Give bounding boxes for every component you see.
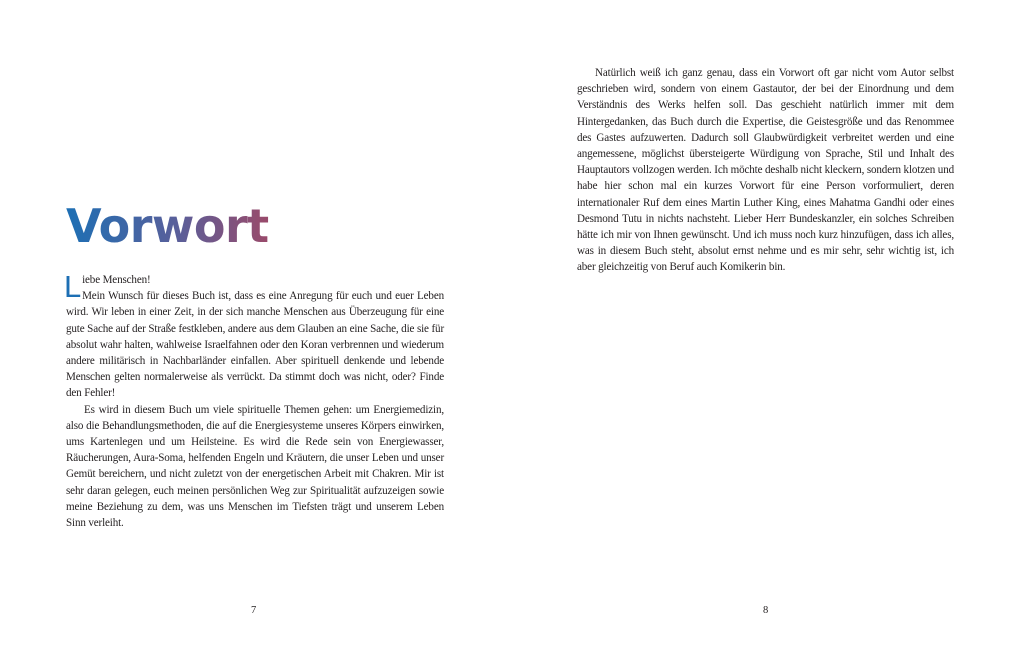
paragraph: Natürlich weiß ich ganz genau, dass ein Vorwort oft gar nicht vom Autor selbst geschrieben wird, sondern von einem Gastautor, der bei der Einordnung und dem Verständnis des Werks helfen soll. Das geschieht natürlich immer mit dem Hintergedanken, das Buch durch die Expertise, die Geistesgröße und das Renommee des Gastes aufzuwerten. Dadurch soll Glaubwürdigkeit verbreitet werden und eine angemessene, möglichst übersteigerte Würdigung von Sprache, Stil und Inhalt des Hauptautors vollzogen werden. Ich möchte deshalb nicht kleckern, sondern klotzen und habe hier schon mal ein kurzes Vorwort für eine Person vorformuliert, deren internationaler Ruf dem eines Martin Luther King, eines Mahatma Gandhi oder eines Desmond Tutu in nichts nachsteht. Lieber Herr Bundeskanzler, ein solches Schreiben hätte ich mir von Ihnen gewünscht. Und ich muss noch kurz hinzufügen, dass ich alles, was in diesem Buch steht, absolut ernst nehme und es mir sehr, sehr wichtig ist, ich aber gleichzeitig von Beruf auch Komikerin bin.: [577, 67, 954, 274]
paragraph: Mein Wunsch für dieses Buch ist, dass es eine Anregung für euch und euer Leben wird. Wir leben in einer Zeit, in der sich manche Menschen aus Überzeugung für eine gute Sache auf der Straße festkleben, andere aus dem Glauben an eine Sache, die sie für absolut wahr halten, wahlweise Israelfahnen oder den Koran verbrennen und wiederum andere militärisch in Nachbarländer einfallen. Aber spirituell denkende und lebende Menschen gelten normalerweise als verrückt. Da stimmt doch was nicht, oder? Finde den Fehler!: [66, 290, 444, 400]
opening-paragraph: [64, 269, 444, 304]
paragraph: Es wird in diesem Buch um viele spirituelle Themen gehen: um Energiemedizin, also die Behandlungsmethoden, die auf die Energiesysteme unseres Körpers einwirken, ums Kartenlegen und um Heilsteine. Es wird die Rede sein von Energiewasser, Räucherungen, Aura-Soma, helfenden Engeln und Kräutern, die unser Leben und unser Gemüt bereichern, und nicht zuletzt von der energetischen Arbeit mit Chakren. Mir ist sehr daran gelegen, euch meinen persönlichen Weg zur Spiritualität aufzuzeigen sowie meine Beziehung zu dem, was uns Menschen im Tiefsten trägt und unserem Leben Sinn verleiht.: [66, 403, 444, 530]
left-page-body: [64, 269, 444, 531]
page-number-left: 7: [251, 605, 257, 616]
salutation-text: iebe Menschen!: [82, 274, 151, 286]
page-number-right: 8: [763, 605, 769, 616]
right-page: [510, 0, 1020, 656]
chapter-title: Vorwort: [66, 196, 269, 256]
right-page-body: [577, 65, 954, 276]
drop-cap: L: [64, 269, 82, 304]
